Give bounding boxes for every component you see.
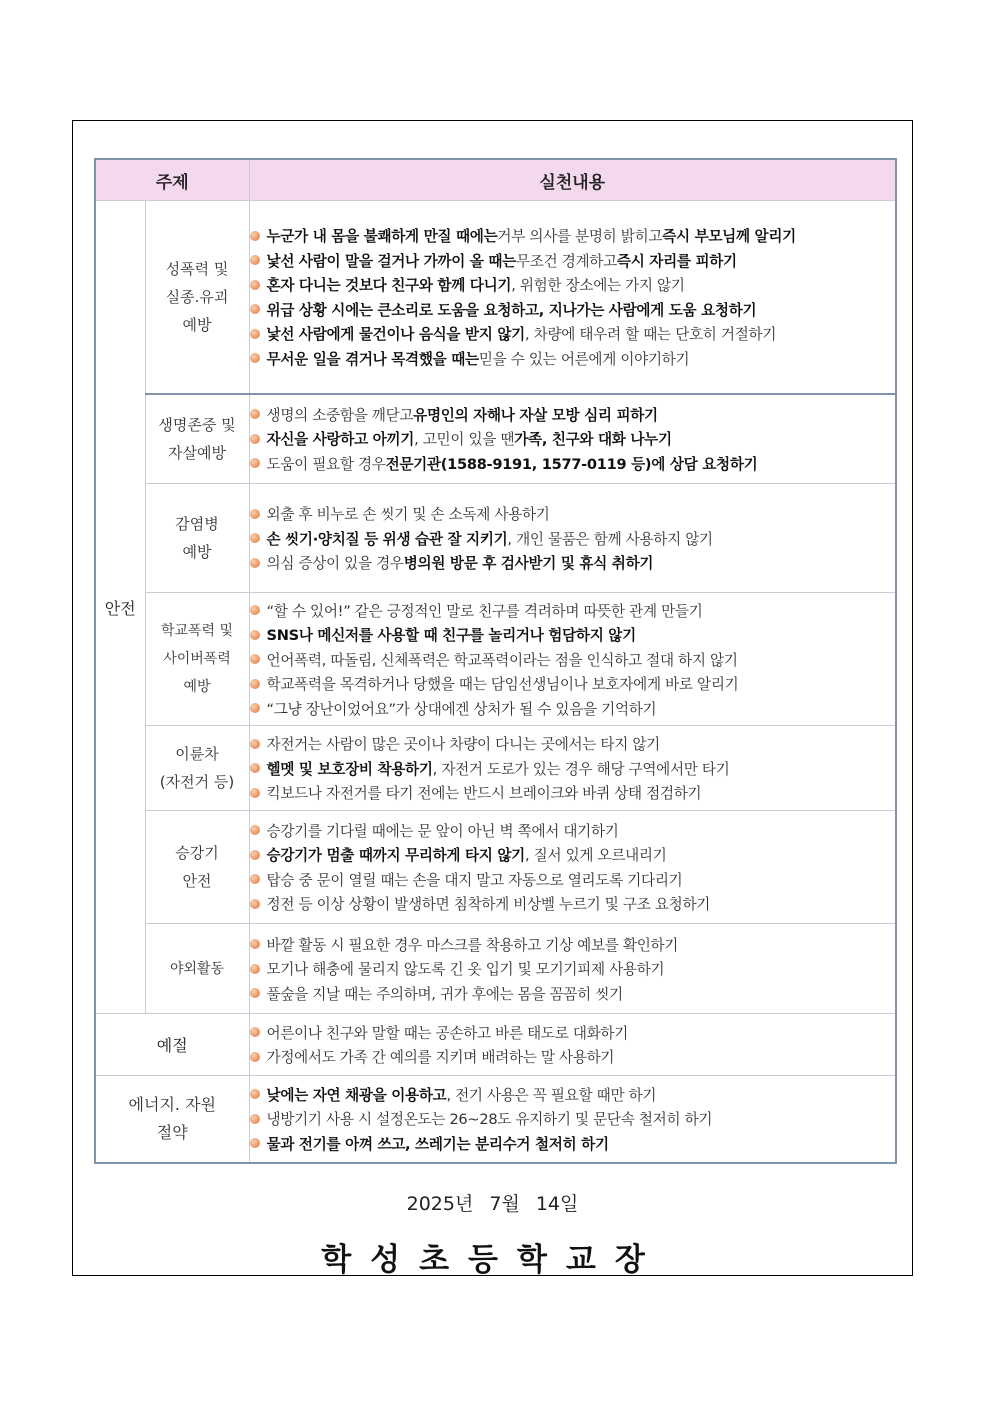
bullet-icon	[250, 255, 260, 265]
bullet-icon	[250, 899, 260, 909]
bullet-icon	[250, 630, 260, 640]
practice-item	[250, 731, 896, 756]
table-row	[95, 484, 896, 593]
bullet-icon	[250, 304, 260, 314]
bullet-icon	[250, 509, 260, 519]
bullet-icon	[250, 825, 260, 835]
item-text: 거부 의사를 분명히 밝히고	[497, 228, 663, 245]
practice-item	[250, 956, 896, 981]
item-text: 전문기관(1588-9191, 1577-0119 등)에 상담 요청하기	[385, 455, 758, 473]
content-cell	[249, 201, 896, 394]
practice-item	[250, 892, 896, 917]
subtopic-cell	[145, 726, 249, 811]
content-cell	[249, 726, 896, 811]
table-row-etiquette	[95, 1014, 896, 1076]
practice-item	[250, 671, 896, 696]
subtopic-cell	[145, 484, 249, 593]
item-text: 즉시 자리를 피하기	[616, 252, 737, 270]
item-text: , 전기 사용은 꼭 필요할 때만 하기	[446, 1086, 657, 1104]
practice-table	[94, 158, 897, 1164]
item-text: 유명인의 자해나 자살 모방 심리 피하기	[413, 406, 658, 424]
item-text: 위급 상황 시에는 큰소리로 도움을 요청하고, 지나가는 사람에게 도움 요청하기	[266, 301, 757, 319]
header-topic: 주제	[95, 159, 249, 201]
school-principal-signature: 학성초등학교장	[321, 1242, 664, 1278]
subtopic-cell	[145, 811, 249, 924]
bullet-icon	[250, 1114, 260, 1124]
item-text: 가족, 친구와 대화 나누기	[514, 431, 672, 449]
practice-item	[250, 526, 896, 551]
practice-item	[250, 223, 896, 248]
label-text: 절약	[156, 1122, 188, 1142]
item-text: 생명의 소중함을 깨닫고	[266, 406, 414, 424]
item-text: 무서운 일을 겪거나 목격했을 때는	[266, 350, 479, 368]
bullet-icon	[250, 280, 260, 290]
table-row	[95, 726, 896, 811]
item-text: 믿을 수 있는 어른에게 이야기하기	[478, 350, 690, 368]
item-text: 의심 증상이 있을 경우	[266, 555, 404, 572]
category-energy	[95, 1076, 249, 1163]
label-text: 예방	[182, 315, 212, 334]
item-text: 누군가 내 몸을 불쾌하게 만질 때에는	[266, 228, 498, 245]
item-text: “할 수 있어!” 같은 긍정적인 말로 친구를 격려하며 따뜻한 관계 만들기	[266, 602, 703, 620]
bullet-icon	[250, 605, 260, 615]
practice-item	[250, 297, 896, 322]
bullet-icon	[250, 788, 260, 798]
item-text: 물과 전기를 아껴 쓰고, 쓰레기는 분리수거 철저히 하기	[266, 1135, 609, 1153]
bullet-icon	[250, 850, 260, 860]
item-text: 도움이 필요할 경우	[266, 455, 386, 473]
item-text: 모기나 해충에 물리지 않도록 긴 옷 입기 및 모기기피제 사용하기	[266, 961, 665, 978]
table-row	[95, 201, 896, 394]
practice-item	[250, 1082, 896, 1107]
bullet-icon	[250, 703, 260, 713]
label-text: 안전	[182, 872, 212, 890]
practice-item	[250, 932, 896, 957]
content-cell	[249, 1014, 896, 1076]
item-text: 즉시 부모님께 알리기	[662, 228, 796, 245]
label-text: (자전거 등)	[159, 773, 235, 791]
document-date: 2025년 7월 14일	[406, 1193, 579, 1215]
item-text: , 자전거 도로가 있는 경우 해당 구역에서만 타기	[432, 760, 730, 778]
item-text: 탑승 중 문이 열릴 때는 손을 대지 말고 자동으로 열리도록 기다리기	[266, 871, 683, 889]
table-row	[95, 593, 896, 726]
practice-item	[250, 402, 896, 427]
practice-item	[250, 1131, 896, 1156]
bullet-icon	[250, 874, 260, 884]
bullet-icon	[250, 1138, 260, 1148]
item-text: 학교폭력을 목격하거나 당했을 때는 담임선생님이나 보호자에게 바로 알리기	[266, 676, 739, 693]
label-text: 성폭력 및	[165, 259, 229, 278]
bullet-icon	[250, 763, 260, 773]
bullet-icon	[250, 654, 260, 664]
item-text: 가정에서도 가족 간 예의를 지키며 배려하는 말 사용하기	[266, 1049, 615, 1067]
item-text: , 위험한 장소에는 가지 않기	[511, 277, 685, 294]
item-text: 병의원 방문 후 검사받기 및 휴식 취하기	[403, 555, 654, 572]
practice-item	[250, 843, 896, 868]
bullet-icon	[250, 558, 260, 568]
label-text: 야외활동	[169, 960, 225, 977]
bullet-icon	[250, 939, 260, 949]
practice-item	[250, 1107, 896, 1132]
bullet-icon	[250, 1027, 260, 1037]
item-text: , 질서 있게 오르내리기	[524, 847, 667, 865]
document-frame	[72, 120, 913, 1276]
practice-item	[250, 647, 896, 672]
content-cell	[249, 394, 896, 484]
item-text: 혼자 다니는 것보다 친구와 함께 다니기	[266, 277, 512, 294]
content-cell	[249, 1076, 896, 1163]
label-text: 사이버폭력	[163, 651, 231, 667]
subtopic-cell	[145, 924, 249, 1014]
item-text: 외출 후 비누로 손 씻기 및 손 소독제 사용하기	[266, 506, 550, 523]
item-text: 손 씻기·양치질 등 위생 습관 잘 지키기	[266, 530, 508, 548]
bullet-icon	[250, 353, 260, 363]
practice-item	[250, 272, 896, 297]
practice-item	[250, 451, 896, 476]
bullet-icon	[250, 1052, 260, 1062]
bullet-icon	[250, 679, 260, 689]
bullet-icon	[250, 434, 260, 444]
practice-item	[250, 321, 896, 346]
subtopic-cell	[145, 593, 249, 726]
item-text: , 차량에 태우려 할 때는 단호히 거절하기	[524, 326, 777, 343]
item-text: , 개인 물품은 함께 사용하지 않기	[507, 530, 713, 548]
item-text: 낮에는 자연 채광을 이용하고	[266, 1086, 447, 1104]
bullet-icon	[250, 964, 260, 974]
practice-item	[250, 1020, 896, 1045]
practice-item	[250, 867, 896, 892]
bullet-icon	[250, 533, 260, 543]
bullet-icon	[250, 409, 260, 419]
label-text: 학교폭력 및	[160, 623, 234, 639]
practice-item	[250, 756, 896, 781]
item-text: 헬멧 및 보호장비 착용하기	[266, 760, 433, 778]
item-text: , 고민이 있을 땐	[414, 431, 515, 449]
item-text: 킥보드나 자전거를 타기 전에는 반드시 브레이크와 바퀴 상태 점검하기	[266, 785, 702, 802]
item-text: 자전거는 사람이 많은 곳이나 차량이 다니는 곳에서는 타지 않기	[266, 736, 660, 753]
label-text: 승강기	[175, 844, 219, 862]
item-text: 승강기가 멈출 때까지 무리하게 타지 않기	[266, 847, 525, 865]
item-text: SNS나 메신저를 사용할 때 친구를 놀리거나 험담하지 않기	[266, 627, 636, 644]
subtopic-cell	[145, 201, 249, 394]
subtopic-cell	[145, 394, 249, 484]
practice-item	[250, 550, 896, 575]
practice-item	[250, 696, 896, 721]
item-text: 어른이나 친구와 말할 때는 공손하고 바른 태도로 대화하기	[266, 1024, 629, 1042]
item-text: 낯선 사람이 말을 걸거나 가까이 올 때는	[266, 252, 516, 270]
bullet-icon	[250, 988, 260, 998]
item-text: 낯선 사람에게 물건이나 음식을 받지 않기	[266, 326, 525, 343]
label-text: 예방	[183, 679, 211, 695]
practice-item	[250, 598, 896, 623]
item-text: “그냥 장난이었어요”가 상대에겐 상처가 될 수 있음을 기억하기	[266, 700, 657, 718]
practice-item	[250, 981, 896, 1006]
practice-item	[250, 248, 896, 273]
bullet-icon	[250, 1089, 260, 1099]
practice-item	[250, 818, 896, 843]
bullet-icon	[250, 458, 260, 468]
label-text: 에너지. 자원	[128, 1094, 216, 1114]
item-text: 무조건 경계하고	[515, 252, 617, 270]
table-row-energy	[95, 1076, 896, 1163]
practice-item	[250, 622, 896, 647]
bullet-icon	[250, 739, 260, 749]
item-text: 풀숲을 지날 때는 주의하며, 귀가 후에는 몸을 꼼꼼히 씻기	[266, 985, 623, 1003]
content-cell	[249, 811, 896, 924]
table-row	[95, 924, 896, 1014]
item-text: 바깥 활동 시 필요한 경우 마스크를 착용하고 기상 예보를 확인하기	[266, 936, 679, 954]
practice-item	[250, 780, 896, 805]
label-text: 자살예방	[168, 443, 226, 462]
item-text: 언어폭력, 따돌림, 신체폭력은 학교폭력이라는 점을 인식하고 절대 하지 않기	[266, 651, 738, 669]
item-text: 자신을 사랑하고 아끼기	[266, 431, 415, 449]
bullet-icon	[250, 329, 260, 339]
item-text: 정전 등 이상 상황이 발생하면 침착하게 비상벨 누르기 및 구조 요청하기	[266, 896, 711, 914]
label-text: 실종.유괴	[165, 287, 229, 306]
practice-item	[250, 1045, 896, 1070]
content-cell	[249, 924, 896, 1014]
label-text: 예방	[182, 543, 212, 561]
category-etiquette: 예절	[95, 1014, 249, 1076]
category-safety: 안전	[95, 201, 145, 1014]
label-text: 생명존중 및	[158, 415, 236, 434]
header-content: 실천내용	[249, 159, 896, 201]
content-cell	[249, 484, 896, 593]
practice-item	[250, 427, 896, 452]
label-text: 감염병	[175, 515, 219, 533]
item-text: 승강기를 기다릴 때에는 문 앞이 아닌 벽 쪽에서 대기하기	[266, 822, 619, 840]
label-text: 이륜차	[175, 745, 219, 763]
practice-item	[250, 346, 896, 371]
table-row	[95, 394, 896, 484]
item-text: 냉방기기 사용 시 설정온도는 26~28도 유지하기 및 문단속 철저히 하기	[266, 1111, 713, 1129]
bullet-icon	[250, 231, 260, 241]
table-row	[95, 811, 896, 924]
practice-item	[250, 501, 896, 526]
content-cell	[249, 593, 896, 726]
